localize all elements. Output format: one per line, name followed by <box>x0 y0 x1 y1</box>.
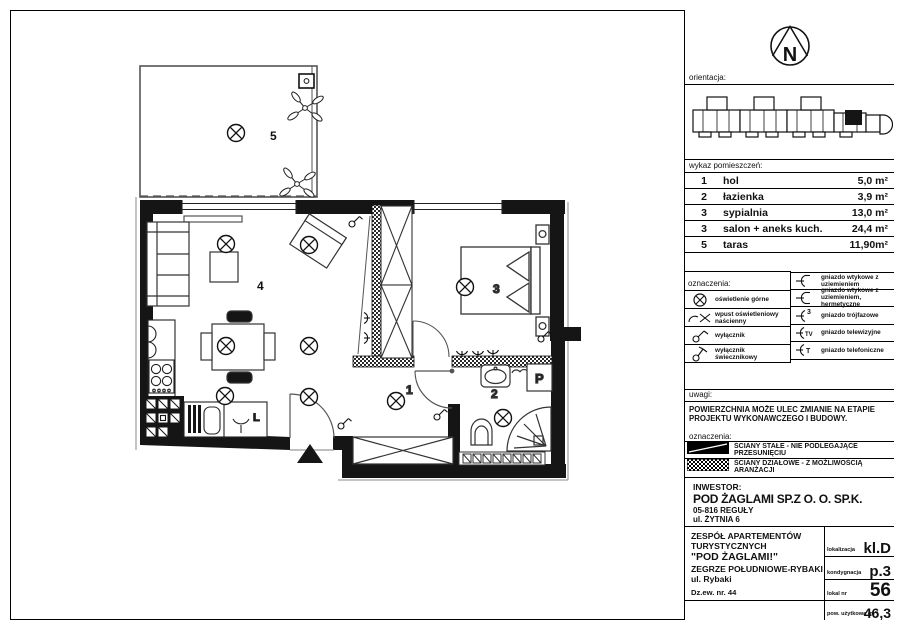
terrace <box>140 66 324 199</box>
socket-icon <box>488 350 499 356</box>
meta-lokalizacja: lokalizacja kl.D <box>825 527 894 557</box>
notes-text: POWIERZCHNIA MOŻE ULEC ZMIANIE NA ETAPIE PROJEKTU WYKONAWCZEGO I BUDOWY. <box>689 405 875 423</box>
coffee-table <box>210 252 238 282</box>
meta-lokal-nr: lokal nr 56 <box>825 580 894 601</box>
bedroom <box>381 206 552 358</box>
counter-sink <box>184 402 267 437</box>
table-row: 3 salon + aneks kuch. 24,4 m² <box>685 221 894 237</box>
legend-item: wyłącznik świecznikowy <box>685 345 791 363</box>
room-number-bedroom: 3 <box>493 282 500 296</box>
title-block <box>685 478 894 620</box>
nightstand <box>536 225 549 244</box>
meta-pow-uzytkowa: pow. użytkowa (m²) 46,3 <box>827 605 891 620</box>
investor-address-1: 05-816 REGUŁY <box>693 506 754 515</box>
socket-tv-icon <box>791 325 821 341</box>
symbols-legend <box>685 253 894 390</box>
toilet <box>471 419 492 445</box>
north-compass <box>759 14 821 78</box>
solid-wall-swatch <box>687 441 729 459</box>
investor-address-2: ul. ŻYTNIA 6 <box>693 515 740 524</box>
chandelier-switch-icon <box>685 346 715 362</box>
legend-item: gniazdo wtykowe z uziemieniem, hermetyczne <box>791 290 894 308</box>
partition-wall-swatch <box>687 458 729 476</box>
legend-right-column <box>791 272 894 360</box>
legend-left-column <box>685 271 791 363</box>
table-row: 2 łazienka 3,9 m² <box>685 189 894 205</box>
investor-block <box>685 478 894 527</box>
switch-icon <box>685 328 715 344</box>
room-number-bath: 2 <box>491 387 498 401</box>
dining-set <box>201 311 275 383</box>
wall-light-icon <box>685 310 715 326</box>
wall-type-partition: ŚCIANY DZIAŁOWE - Z MOŻLIWOŚCIĄ ARANŻACJI <box>685 458 894 475</box>
ceiling-light-icon <box>495 410 512 427</box>
table-row: 3 sypialnia 13,0 m² <box>685 205 894 221</box>
ceiling-light-icon <box>685 292 715 308</box>
building-plan-icon <box>685 85 893 158</box>
entrance-marker-icon <box>297 444 323 463</box>
armchair <box>290 214 347 268</box>
terrace-fixture <box>299 74 314 88</box>
orientation-label: orientacja: <box>689 73 726 82</box>
bathroom-door <box>415 369 454 408</box>
washer-label: P <box>535 371 544 386</box>
svg-text:3: 3 <box>807 309 811 317</box>
stove <box>149 360 174 393</box>
project-plot: Dz.ew. nr. 44 <box>691 588 737 597</box>
room-number-hall: 1 <box>406 383 413 397</box>
washbasin <box>481 365 510 387</box>
project-line: TURYSTYCZNYCH <box>691 541 767 551</box>
table-row: 1 hol 5,0 m² <box>685 173 894 189</box>
socket-icon <box>791 273 821 289</box>
building-overview <box>685 85 894 160</box>
wall-type-solid: ŚCIANY STAŁE - NIE PODLEGAJĄCE PRZESUNIĘCIU <box>685 441 894 458</box>
legend-item: wyłącznik <box>685 327 791 345</box>
notes-section <box>685 390 894 478</box>
legend-label: oznaczenia: <box>685 271 791 291</box>
phone-socket-icon <box>364 333 370 344</box>
switch-icon <box>349 217 363 228</box>
tv-socket-icon <box>364 313 370 324</box>
project-block <box>685 527 825 620</box>
investor-label: INWESTOR: <box>693 482 742 492</box>
tv-cabinet <box>358 216 370 354</box>
switch-icon <box>338 419 352 430</box>
living-room <box>147 214 370 383</box>
legend-item: T gniazdo telefoniczne <box>791 342 894 360</box>
room-schedule <box>685 160 894 253</box>
ceiling-light-icon <box>457 279 474 296</box>
wall-types-label: oznaczenia: <box>689 432 732 441</box>
meta-kondygnacja: kondygnacja p.3 <box>825 557 894 580</box>
base-cabinets <box>142 396 184 442</box>
bathroom <box>459 364 552 465</box>
meta-column <box>825 527 894 620</box>
project-name: "POD ŻAGLAMI!" <box>691 551 778 563</box>
svg-text:TV: TV <box>805 331 813 338</box>
investor-name: POD ŻAGLAMI SP.Z O. O. SP.K. <box>693 492 863 506</box>
towel-radiator <box>459 452 545 465</box>
towel-hook-icon <box>512 370 528 373</box>
fridge-label: L <box>253 412 260 424</box>
project-location: ZEGRZE POŁUDNIOWE-RYBAKI <box>691 564 823 574</box>
socket-phone-icon <box>791 342 821 358</box>
ceiling-light-icon <box>228 125 245 142</box>
legend-item: wpust oświetleniowy naścienny <box>685 309 791 327</box>
room-number-terrace: 5 <box>270 129 277 143</box>
hall-wardrobe <box>353 437 453 464</box>
title-panel <box>684 10 894 620</box>
socket-hermetic-icon <box>791 290 821 306</box>
washing-machine <box>527 364 552 391</box>
table-row: 5 taras 11,90m² <box>701 239 888 251</box>
legend-item: oświetlenie górne <box>685 291 791 309</box>
svg-text:T: T <box>806 348 811 356</box>
bedroom-door <box>413 321 449 357</box>
legend-item: TV gniazdo telewizyjne <box>791 325 894 343</box>
highlighted-unit <box>845 110 862 125</box>
room-schedule-header: wykaz pomieszczeń: <box>685 160 894 173</box>
project-line: ZESPÓŁ APARTEMENTÓW <box>691 531 802 541</box>
socket-3phase-icon <box>791 307 821 323</box>
project-street: ul. Rybaki <box>691 574 732 584</box>
shower <box>507 407 551 451</box>
radiator <box>184 216 242 222</box>
sofa <box>147 222 189 306</box>
ceiling-light-icon <box>388 393 405 410</box>
switch-icon <box>434 410 448 421</box>
legend-item: gniazdo wtykowe z uziemieniem <box>791 272 894 290</box>
room-number-salon: 4 <box>257 279 264 293</box>
north-letter: N <box>782 44 798 66</box>
wardrobe-bedroom <box>381 206 412 358</box>
legend-item: 3 gniazdo trójfazowe <box>791 307 894 325</box>
orientation-box <box>685 10 894 85</box>
notes-label: uwagi: <box>685 390 894 402</box>
